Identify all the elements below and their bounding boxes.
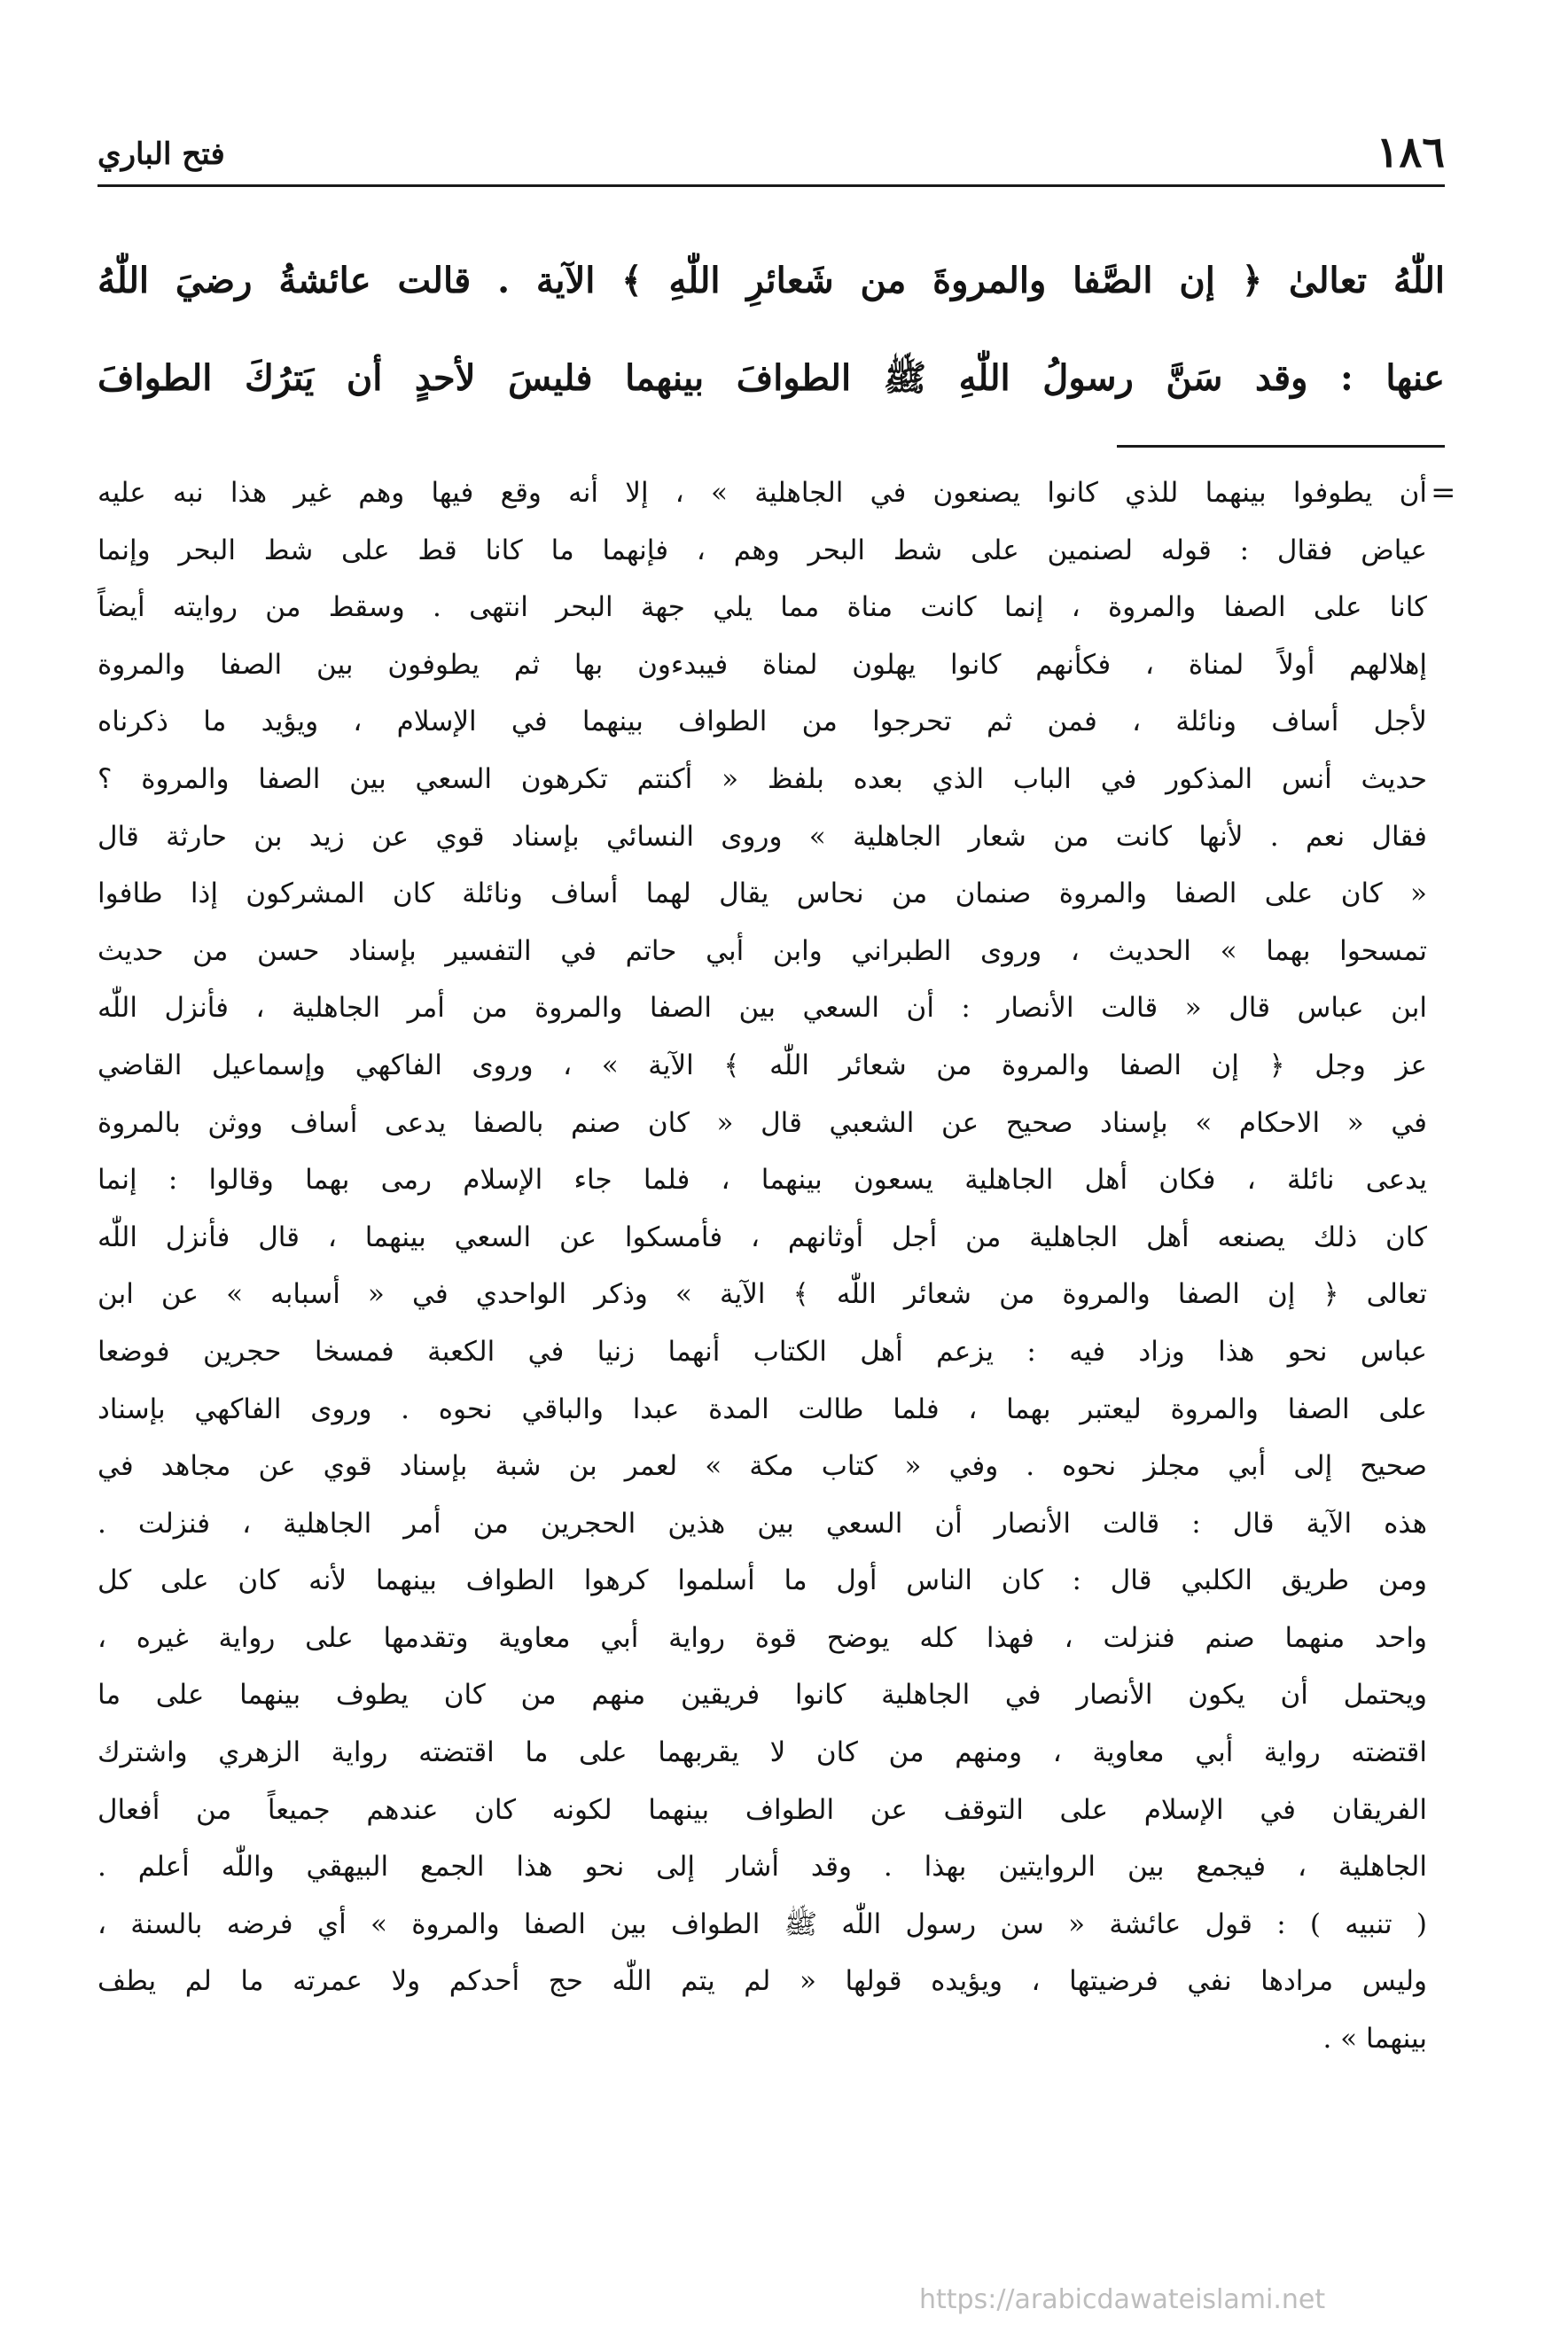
footnote-line: « كان على الصفا والمروة صنمان من نحاس يقال لهما أساف ونائلة كان المشركون إذا طافوا (98, 878, 1427, 910)
footnote-line: اقتضته رواية أبي معاوية ، ومنهم من كان لا يقربهما على ما اقتضته رواية الزهري واشترك (98, 1736, 1427, 1769)
header-rule (98, 184, 1445, 187)
footnote-line: فقال نعم . لأنها كانت من شعار الجاهلية » وروى النسائي بإسناد قوي عن زيد بن حارثة قال (98, 820, 1427, 853)
footnote-line: كانا على الصفا والمروة ، إنما كانت مناة مما يلي جهة البحر انتهى . وسقط من روايته أيضاً (98, 591, 1427, 624)
watermark-url: https://arabicdawateislami.net (919, 2284, 1326, 2315)
footnote-line: عباس نحو هذا وزاد فيه : يزعم أهل الكتاب أنهما زنيا في الكعبة فمسخا حجرين فوضعا (98, 1335, 1427, 1368)
footnote-line: عز وجل ﴿ إن الصفا والمروة من شعائر اللّٰه ﴾ الآية » ، وروى الفاكهي وإسماعيل القاضي (98, 1049, 1427, 1081)
footnote-separator (1117, 445, 1445, 448)
page-number: ١٨٦ (1376, 128, 1445, 177)
footnote-line: ومن طريق الكلبي قال : كان الناس أول ما أسلموا كرهوا الطواف بينهما لأنه كان على كل (98, 1564, 1427, 1597)
footnote-continuation-mark: = (1431, 475, 1456, 511)
footnote-line: أن يطوفوا بينهما للذي كانوا يصنعون في الجاهلية » ، إلا أنه وقع فيها وهم غير هذا نبه عليه (98, 477, 1427, 509)
footnote-line: ويحتمل أن يكون الأنصار في الجاهلية كانوا فريقين منهم من كان يطوف بينهما على ما (98, 1679, 1427, 1712)
page-header (98, 124, 1445, 181)
footnote-line: هذه الآية قال : قالت الأنصار أن السعي بين هذين الحجرين من أمر الجاهلية ، فنزلت . (98, 1507, 1427, 1540)
footnote-line: حديث أنس المذكور في الباب الذي بعده بلفظ « أكنتم تكرهون السعي بين الصفا والمروة ؟ (98, 762, 1427, 795)
footnote-line: الفريقان في الإسلام على التوقف عن الطواف بينهما لكونه كان عندهم جميعاً من أفعال (98, 1793, 1427, 1826)
footnote-line: ( تنبيه ) : قول عائشة « سن رسول اللّٰه ﷺ الطواف بين الصفا والمروة » أي فرضه بالسنة ، (98, 1907, 1427, 1940)
footnote-line: تمسحوا بهما » الحديث ، وروى الطبراني وابن أبي حاتم في التفسير بإسناد حسن من حديث (98, 934, 1427, 967)
footnote-line: في « الاحكام » بإسناد صحيح عن الشعبي قال « كان صنم بالصفا يدعى أساف ووثن بالمروة (98, 1106, 1427, 1139)
running-title: فتح الباري (98, 137, 225, 172)
footnote-line: ابن عباس قال « قالت الأنصار : أن السعي بين الصفا والمروة من أمر الجاهلية ، فأنزل اللّٰه (98, 992, 1427, 1025)
footnote-line: كان ذلك يصنعه أهل الجاهلية من أجل أوثانهم ، فأمسكوا عن السعي بينهما ، قال فأنزل اللّٰه (98, 1221, 1427, 1253)
footnote-line: تعالى ﴿ إن الصفا والمروة من شعائر اللّٰه ﴾ الآية » وذكر الواحدي في « أسبابه » عن ابن (98, 1278, 1427, 1311)
footnote-line: بينهما » . (1322, 2023, 1427, 2055)
footnote-line: إهلالهم أولاً لمناة ، فكأنهم كانوا يهلون لمناة فيبدءون بها ثم يطوفون بين الصفا والمروة (98, 648, 1427, 681)
footnote-line: يدعى نائلة ، فكان أهل الجاهلية يسعون بينهما ، فلما جاء الإسلام رمى بهما وقالوا : إنما (98, 1164, 1427, 1197)
footnote-line: لأجل أساف ونائلة ، فمن ثم تحرجوا من الطواف بينهما في الإسلام ، ويؤيد ما ذكرناه (98, 706, 1427, 738)
main-text-line: اللّٰهُ تعالىٰ ﴿ إن الصَّفا والمروةَ من شَعائرِ اللّٰهِ ﴾ الآية . قالت عائشةُ رضيَ اللّٰهُ (98, 260, 1445, 301)
main-text-line: عنها : وقد سَنَّ رسولُ اللّٰهِ ﷺ الطوافَ بينهما فليسَ لأحدٍ أن يَترُكَ الطوافَ (98, 357, 1445, 399)
footnote-line: وليس مرادها نفي فرضيتها ، ويؤيده قولها « لم يتم اللّٰه حج أحدكم ولا عمرته ما لم يطف (98, 1965, 1427, 1998)
footnote-line: واحد منهما صنم فنزلت ، فهذا كله يوضح قوة رواية أبي معاوية وتقدمها على رواية غيره ، (98, 1621, 1427, 1654)
footnote-line: صحيح إلى أبي مجلز نحوه . وفي « كتاب مكة » لعمر بن شبة بإسناد قوي عن مجاهد في (98, 1450, 1427, 1483)
footnote-line: عياض فقال : قوله لصنمين على شط البحر وهم ، فإنهما ما كانا قط على شط البحر وإنما (98, 534, 1427, 566)
footnote-line: على الصفا والمروة ليعتبر بهما ، فلما طالت المدة عبدا والباقي نحوه . وروى الفاكهي بإسناد (98, 1392, 1427, 1425)
footnote-block (98, 464, 1427, 2068)
footnote-line: الجاهلية ، فيجمع بين الروايتين بهذا . وقد أشار إلى نحو هذا الجمع البيهقي واللّٰه أعلم . (98, 1851, 1427, 1884)
main-text (98, 232, 1445, 427)
